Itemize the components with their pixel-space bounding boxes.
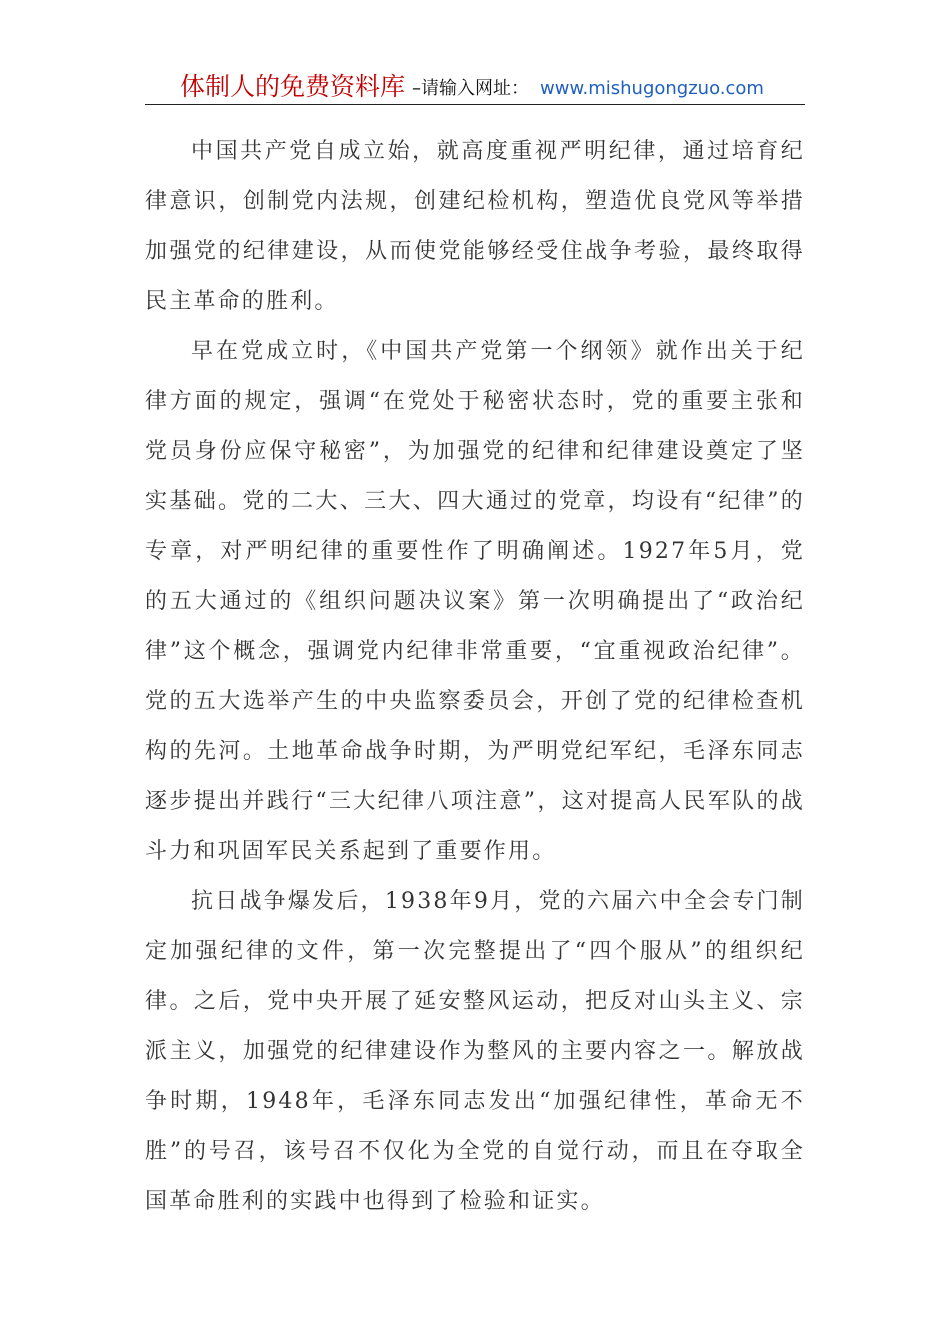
paragraph-intro: 中国共产党自成立始，就高度重视严明纪律，通过培育纪律意识，创制党内法规，创建纪检机构，塑造优良党风等举措加强党的纪律建设，从而使党能够经受住战争考验，最终取得民主革命的胜利。 <box>145 139 805 314</box>
paragraph-war-period: 抗日战争爆发后，1938年9月，党的六届六中全会专门制定加强纪律的文件，第一次完整提出了“四个服从”的组织纪律。之后，党中央开展了延安整风运动，把反对山头主义、宗派主义，加强党的纪律建设作为整风的主要内容之一。解放战争时期，1948年，毛泽东同志发出“加强纪律性，革命无不胜”的号召，该号召不仅化为全党的自觉行动，而且在夺取全国革命胜利的实践中也得到了检验和证实。 <box>145 889 805 1214</box>
paragraph-early-party: 早在党成立时，《中国共产党第一个纲领》就作出关于纪律方面的规定，强调“在党处于秘密状态时，党的重要主张和党员身份应保守秘密”，为加强党的纪律和纪律建设奠定了坚实基础。党的二大、三大、四大通过的党章，均设有“纪律”的专章，对严明纪律的重要性作了明确阐述。1927年5月，党的五大通过的《组织问题决议案》第一次明确提出了“政治纪律”这个概念，强调党内纪律非常重要，“宜重视政治纪律”。党的五大选举产生的中央监察委员会，开创了党的纪律检查机构的先河。土地革命战争时期，为严明党纪军纪，毛泽东同志逐步提出并践行“三大纪律八项注意”，这对提高人民军队的战斗力和巩固军民关系起到了重要作用。 <box>145 339 805 864</box>
article-body <box>145 127 805 1227</box>
brand-title: 体制人的免费资料库 <box>180 72 406 101</box>
url-prompt: –请输入网址： <box>412 78 529 99</box>
page-header <box>145 70 805 105</box>
website-url[interactable]: www.mishugongzuo.com <box>540 78 764 99</box>
